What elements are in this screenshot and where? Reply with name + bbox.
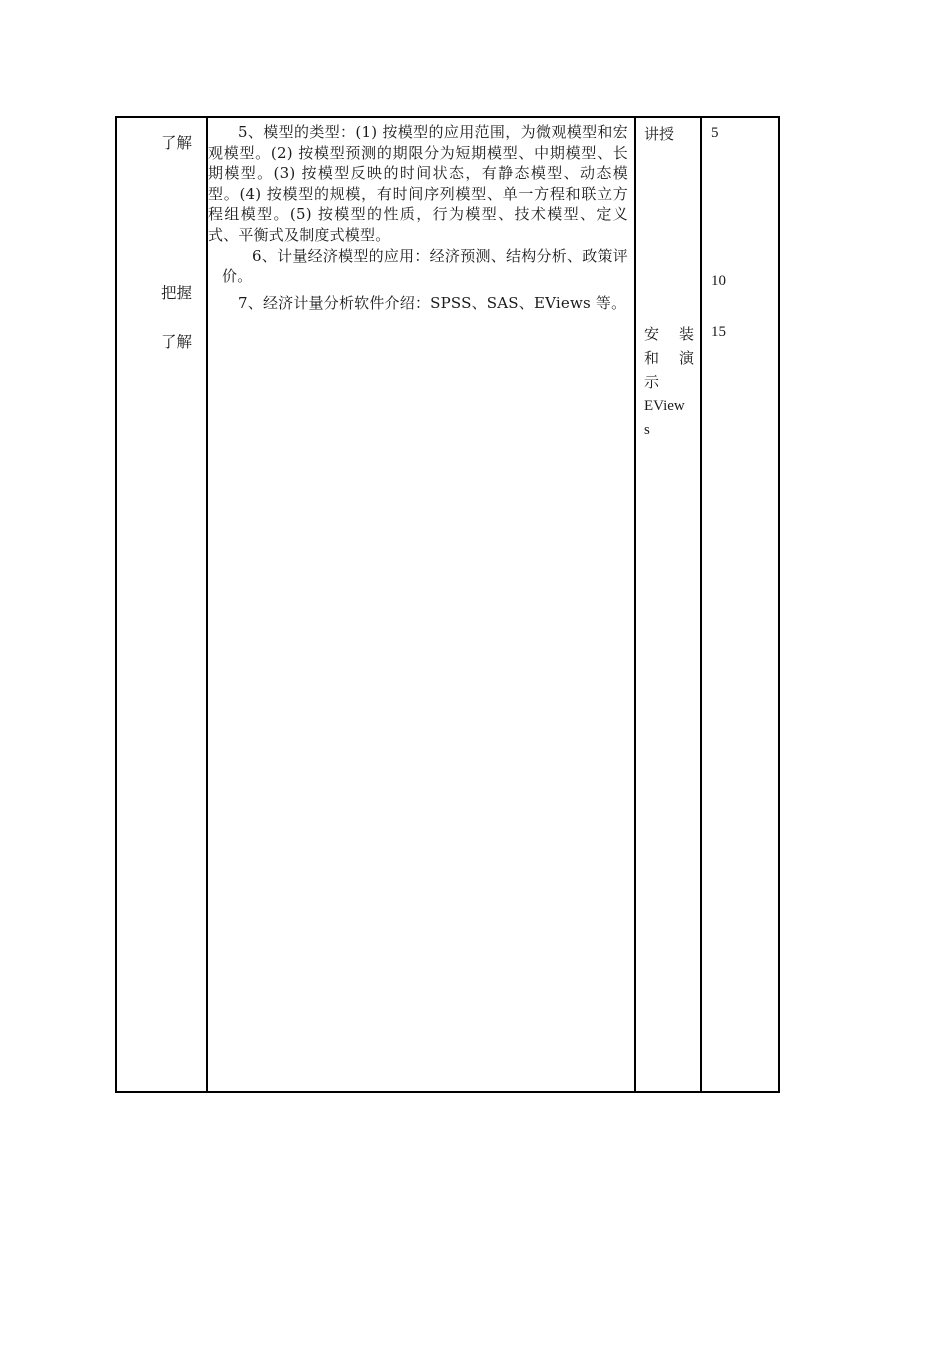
- requirement-level: 了解: [161, 134, 193, 152]
- content-paragraph: 6、计量经济模型的应用：经济预测、结构分析、政策评价。: [222, 246, 628, 286]
- method-line: EView: [644, 398, 685, 414]
- column-divider: [634, 118, 636, 1091]
- lesson-plan-table: [115, 116, 780, 1093]
- time-cell: 15: [711, 324, 726, 340]
- method-cell: [644, 322, 694, 442]
- requirement-level: 了解: [161, 333, 193, 351]
- time-cell: 10: [711, 273, 726, 289]
- content-paragraph: 7、经济计量分析软件介绍：SPSS、SAS、EViews 等。: [238, 293, 627, 312]
- method-cell: 讲授: [644, 125, 675, 143]
- requirement-level: 把握: [161, 284, 193, 302]
- method-line: 安 装: [644, 325, 694, 343]
- time-cell: 5: [711, 125, 719, 141]
- method-line: 和 演: [644, 349, 694, 367]
- content-paragraph: 5、模型的类型：(1) 按模型的应用范围，为微观模型和宏观模型。(2) 按模型预测的期限分为短期模型、中期模型、长期模型。(3) 按模型反映的时间状态，有静态模型、动态模型。(4) 按模型的规模，有时间序列模型、单一方程和联立方程组模型。(5) 按模型的性质，行为模型、技术模型、定义式、平衡式及制度式模型。: [208, 123, 628, 244]
- column-divider: [700, 118, 702, 1091]
- method-line: 示: [644, 373, 660, 391]
- method-line: s: [644, 422, 650, 438]
- content-cell: [208, 122, 628, 313]
